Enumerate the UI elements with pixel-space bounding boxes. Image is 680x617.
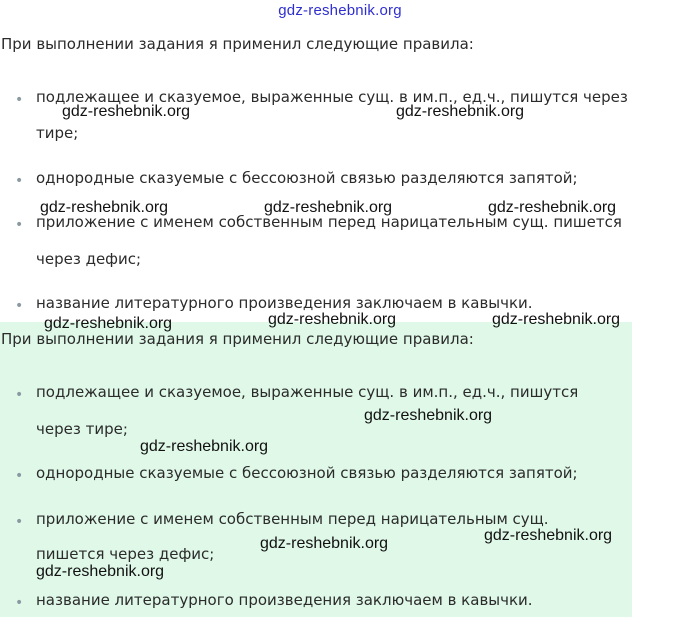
watermark: gdz-reshebnik.org	[364, 407, 493, 424]
bullet-icon: •	[15, 92, 24, 108]
watermark: gdz-reshebnik.org	[484, 527, 613, 544]
rule-line: название литературного произведения заключаем в кавычки.	[36, 591, 533, 609]
rule-line: однородные сказуемые с бессоюзной связью разделяются запятой;	[36, 169, 578, 187]
rule-line: название литературного произведения заключаем в кавычки.	[36, 294, 533, 312]
rule-line: через тире;	[36, 420, 128, 438]
rule-line: однородные сказуемые с бессоюзной связью разделяются запятой;	[36, 464, 578, 482]
intro-text: При выполнении задания я применил следующие правила:	[1, 35, 474, 53]
bullet-icon: •	[15, 514, 24, 530]
rule-line: тире;	[36, 124, 79, 142]
watermark: gdz-reshebnik.org	[488, 199, 617, 216]
watermark: gdz-reshebnik.org	[36, 563, 165, 580]
bullet-icon: •	[15, 173, 24, 189]
watermark: gdz-reshebnik.org	[62, 103, 191, 120]
watermark: gdz-reshebnik.org	[140, 438, 269, 455]
watermark: gdz-reshebnik.org	[396, 103, 525, 120]
watermark: gdz-reshebnik.org	[40, 199, 169, 216]
intro-text: При выполнении задания я применил следующие правила:	[1, 330, 474, 348]
rule-line: приложение с именем собственным перед нарицательным сущ.	[36, 510, 549, 528]
rule-line: подлежащее и сказуемое, выраженные сущ. в им.п., ед.ч., пишутся	[36, 383, 579, 401]
bullet-icon: •	[15, 387, 24, 403]
watermark: gdz-reshebnik.org	[260, 535, 389, 552]
bullet-icon: •	[15, 468, 24, 484]
watermark: gdz-reshebnik.org	[268, 311, 397, 328]
rule-line: через дефис;	[36, 250, 142, 268]
watermark: gdz-reshebnik.org	[492, 311, 621, 328]
header-watermark: gdz-reshebnik.org	[278, 2, 402, 19]
watermark: gdz-reshebnik.org	[264, 199, 393, 216]
rule-line: приложение с именем собственным перед нарицательным сущ. пишется	[36, 213, 622, 231]
bullet-icon: •	[15, 298, 24, 314]
watermark: gdz-reshebnik.org	[44, 315, 173, 332]
bullet-icon: •	[15, 595, 24, 611]
rule-line: пишется через дефис;	[36, 545, 215, 563]
bullet-icon: •	[15, 217, 24, 233]
rule-line: подлежащее и сказуемое, выраженные сущ. в им.п., ед.ч., пишутся через	[36, 88, 628, 106]
